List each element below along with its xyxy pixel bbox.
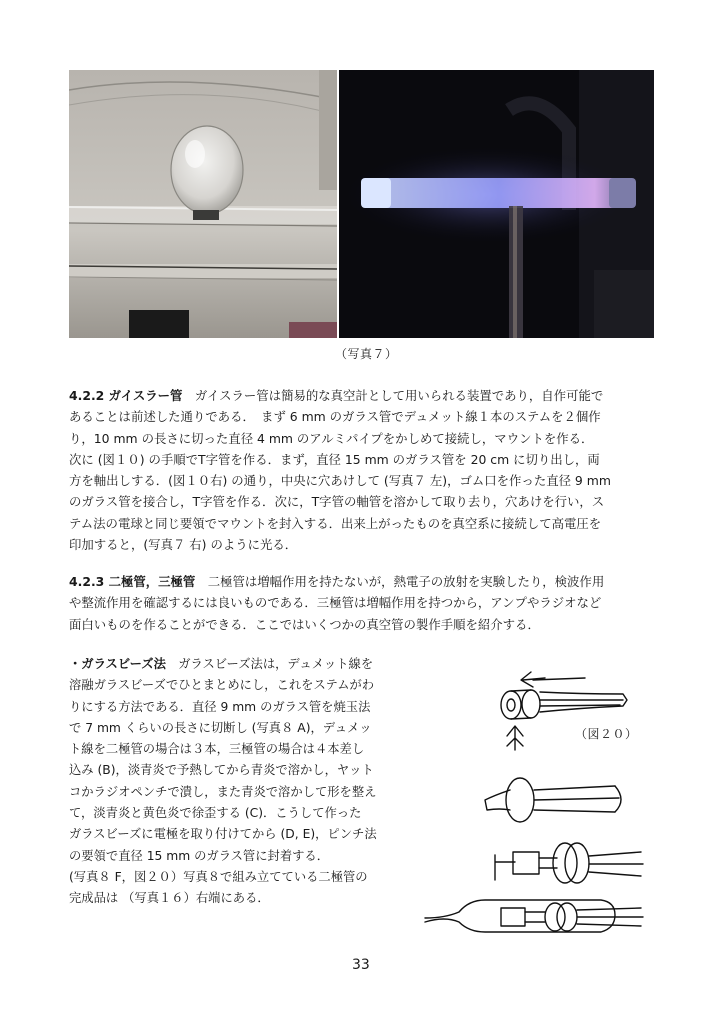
paragraph-line: の要領で直径 15 mm のガラス管に封着する． [69,848,330,863]
figure-20-sketch [415,650,655,950]
paragraph-line: あることは前述した通りである． まず 6 mm のガラス管でデュメット線１本のステムを２個作 [69,409,601,425]
paragraph-line: 面白いものを作ることができる．ここではいくつかの真空管の製作手順を紹介する． [69,616,540,632]
paragraph-line: ガラスビーズに電極を取り付けてから (D, E)，ピンチ法 [69,827,377,842]
paragraph-text: 二極管は増幅作用を持たないが，熱電子の放射を実験したり，検波作用 [207,574,605,589]
photo-caption: （写真７） [335,347,398,361]
section-heading: 4.2.3 二極管，三極管 [69,574,196,589]
paragraph-line: 溶融ガラスビーズでひとまとめにし，これをステムがわ [69,678,375,693]
paragraph-line: り，10 mm の長さに切った直径 4 mm のアルミパイプをかしめて接続し，マウントを作る． [69,430,594,446]
paragraph-line: て，淡青炎と黄色炎で徐歪する (C)．こうして作った [69,806,362,821]
section-glass-bead-method [69,654,414,910]
paragraph-line: ト線を二極管の場合は３本，三極管の場合は４本差し [69,742,365,757]
paragraph-line [69,385,655,406]
paragraph-line: のガラス管を接合し，T字管を作る．次に，T字管の軸管を溶かして取り去り，穴あけを行い，ス [69,494,605,510]
paragraph-line: 次に (図１０) の手順でT字管を作る．まず，直径 15 mm のガラス管を 20 cm に切り出し，両 [69,451,600,467]
photo-geissler-tube-glowing-right [339,70,654,338]
paragraph-text: ガラスビーズ法は，デュメット線を [178,657,374,671]
paragraph-line: や整流作用を確認するには良いものである．三極管は増幅作用を持つから，アンプやラジオなど [69,595,602,611]
paragraph-line: 完成品は （写真１６）右端にある． [69,891,270,906]
section-geissler-tube [69,385,655,555]
paragraph-line [69,654,414,675]
paragraph-text: ガイスラー管は簡易的な真空計として用いられる装置であり，自作可能で [194,388,604,403]
paragraph-line: で 7 mm くらいの長さに切断し (写真８ A)，デュメッ [69,720,372,735]
paragraph-line: テム法の電球と同じ要領でマウントを封入する．出来上がったものを真空系に接続して高電圧を [69,515,602,531]
paragraph-line: りにする方法である．直径 9 mm のガラス管を焼玉法 [69,699,371,714]
section-heading: 4.2.2 ガイスラー管 [69,388,183,403]
paragraph-line: 方を軸出しする．(図１０右) の通り，中央に穴あけして (写真７ 左)，ゴム口を作った直径 9 mm [69,473,611,489]
paragraph-line [69,571,655,592]
paragraph-line: 印加すると，(写真７ 右) のように光る． [69,537,298,553]
paragraph-line: コかラジオペンチで潰し，また青炎で溶かして形を整え [69,784,377,799]
page-number: 33 [352,957,370,973]
photo-glass-bulb-left [69,70,337,338]
section-diode-triode [69,571,655,635]
paragraph-line: (写真８ F，図２０）写真８で組み立てている二極管の [69,869,368,884]
paragraph-line: 込み (B)，淡青炎で予熱してから青炎で溶かし，ヤット [69,763,374,778]
section-heading: ・ガラスビーズ法 [69,657,166,671]
figure-caption: （図２０） [575,727,638,741]
